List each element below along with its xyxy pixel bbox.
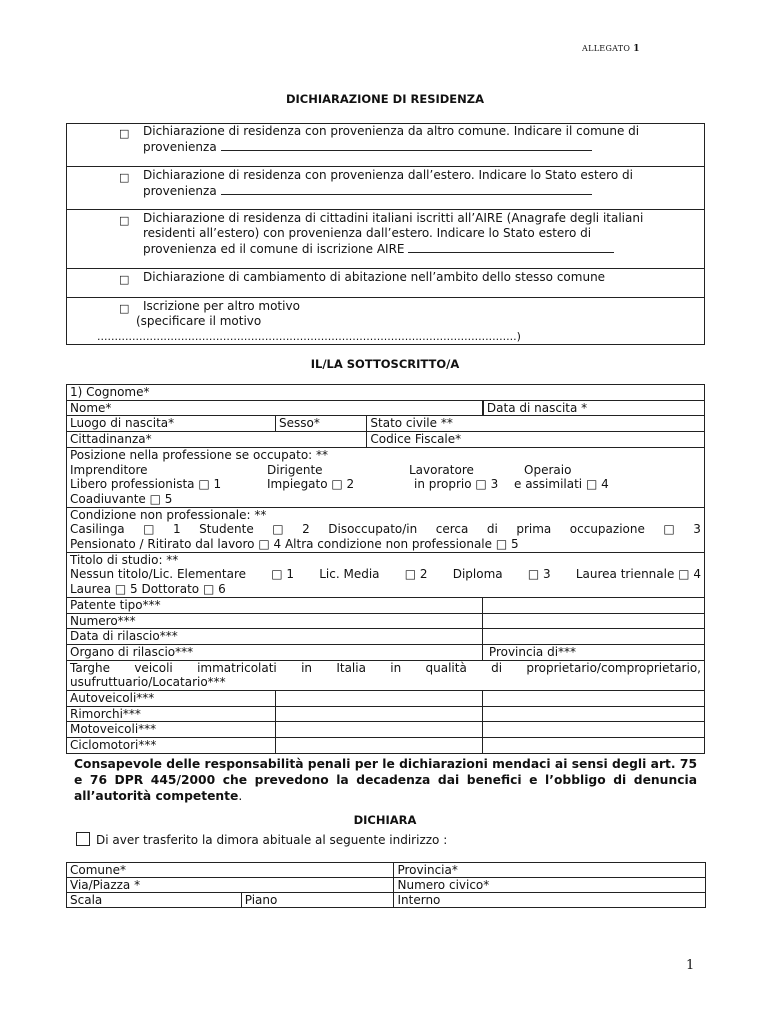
declaration-options [66,123,705,345]
posizione-professione: Posizione nella professione se occupato: ** Imprenditore Libero professionista □ 1 Dirigente Impiegato □ 2 Lavoratore in proprio □ 3 Operaio e assimilati □ 4 Coadiuvante □ 5 [67,447,705,507]
stato-civile-field[interactable]: Stato civile ** [367,416,705,432]
provincia-field[interactable]: Provincia* [394,863,706,878]
titolo-word-3: □ 2 [404,567,428,582]
libero-professionista-option[interactable]: Libero professionista □ 1 [70,477,222,492]
checkbox-icon[interactable]: □ [119,302,130,315]
autoveicoli-value-1[interactable] [275,691,482,707]
coadiuvante-option[interactable]: Coadiuvante □ 5 [70,491,173,506]
titolo-word-1: □ 1 [271,567,295,582]
condizione-word-3: Studente [199,522,254,537]
section-sottoscritto: IL/LA SOTTOSCRITTO/A [310,357,460,371]
titolo-word-2: Lic. Media [319,567,380,582]
option-altro-comune[interactable]: □ Dichiarazione di residenza con provenienza da altro comune. Indicare il comune di provenienza [119,124,640,154]
condizione-word-9: prima [516,522,552,537]
targhe-word-6: qualità [425,660,467,675]
targhe-word-8: proprietario/comproprietario, [526,660,701,675]
rimorchi-value-1[interactable] [275,706,482,722]
condizione-word-10: occupazione [569,522,645,537]
pensionato-option[interactable]: Pensionato / Ritirato dal lavoro □ 4 Altra condizione non professionale □ 5 [70,537,519,552]
option-aire[interactable]: □ Dichiarazione di residenza di cittadini italiani iscritti all’AIRE (Anagrafe degli italiani residenti all’estero) con provenienza dall’estero. Indicare lo Stato estero di provenienza ed il comune di iscrizione AIRE [119,211,644,256]
in-proprio-option[interactable]: in proprio □ 3 [414,477,499,492]
altro-motivo-field[interactable]: ........................................................................................................................) [97,330,521,343]
patente-tipo-field[interactable]: Patente tipo*** [67,597,483,613]
targhe-word-3: in [301,660,313,675]
condizione-word-0: Casilinga [70,522,125,537]
assimilati-option[interactable]: e assimilati □ 4 [514,477,609,492]
page-number: 1 [686,958,695,973]
titolo-studio: Titolo di studio: ** Nessun titolo/Lic. Elementare □ 1 Lic. Media □ 2 Diploma □ 3 Laurea triennale □ 4 Laurea □ 5 Dottorato □ 6 [67,552,705,597]
scala-field[interactable]: Scala [67,893,242,908]
cognome-field[interactable]: 1) Cognome* [67,385,705,401]
checkbox-icon[interactable] [76,832,90,846]
titolo-word-0: Nessun titolo/Lic. Elementare [70,567,247,582]
via-piazza-field[interactable]: Via/Piazza * [67,878,394,893]
sesso-field[interactable]: Sesso* [275,416,366,432]
motoveicoli-field[interactable]: Motoveicoli*** [67,722,276,738]
allegato-number: 1 [633,44,640,54]
titolo-word-6: Laurea triennale □ 4 [575,567,701,582]
checkbox-icon[interactable]: □ [119,273,130,286]
targhe-word-7: di [491,660,503,675]
interno-field[interactable]: Interno [394,893,706,908]
rimorchi-value-2[interactable] [482,706,704,722]
allegato-label: ALLEGATO 1 [582,44,640,54]
autoveicoli-field[interactable]: Autoveicoli*** [67,691,276,707]
checkbox-icon[interactable]: □ [119,171,130,184]
targhe-word-0: Targhe [70,660,111,675]
motoveicoli-value-1[interactable] [275,722,482,738]
warning-paragraph: Consapevole delle responsabilità penali per le dichiarazioni mendaci ai sensi degli art. 75 e 76 DPR 445/2000 che prevedono la decadenza dai benefici e l’obbligo di denuncia all’autorità competente. [74,757,697,803]
targhe-word-5: in [390,660,402,675]
page-title: DICHIARAZIONE DI RESIDENZA [285,92,485,106]
impiegato-option[interactable]: Impiegato □ 2 [267,477,355,492]
titolo-options[interactable] [70,567,701,582]
piano-field[interactable]: Piano [241,893,394,908]
cittadinanza-field[interactable]: Cittadinanza* [67,432,367,448]
checkbox-icon[interactable]: □ [119,214,130,227]
titolo-word-5: □ 3 [527,567,551,582]
condizione-options[interactable] [70,522,701,537]
option-cambio-abitazione[interactable]: □ Dichiarazione di cambiamento di abitazione nell’ambito dello stesso comune [119,270,606,286]
condizione-word-12: 3 [693,522,701,537]
targhe-word-2: immatricolati [197,660,277,675]
numero-civico-field[interactable]: Numero civico* [394,878,706,893]
ciclomotori-field[interactable]: Ciclomotori*** [67,738,276,754]
titolo-word-4: Diploma [452,567,503,582]
comune-provenienza-field[interactable] [221,139,592,151]
option-altro-motivo[interactable]: □ Iscrizione per altro motivo (specificare il motivo ........................................................................................................................) [67,298,704,344]
autoveicoli-value-2[interactable] [482,691,704,707]
nome-field[interactable]: Nome* [67,400,483,416]
numero-field[interactable]: Numero*** [67,613,483,629]
condizione-word-5: 2 [302,522,310,537]
provincia-rilascio-field[interactable]: Provincia di*** [482,644,704,660]
targhe-word-1: veicoli [134,660,173,675]
comune-aire-field[interactable] [408,241,614,253]
patente-tipo-value[interactable] [482,597,704,613]
condizione-word-2: 1 [172,522,181,537]
targhe-word-4: Italia [336,660,366,675]
targhe-veicoli: Targhe veicoli immatricolati in Italia in qualità di proprietario/comproprietario, usufruttuario/Locatario*** [67,660,705,690]
data-rilascio-value[interactable] [482,629,704,645]
condizione-word-7: cerca [435,522,469,537]
organo-rilascio-field[interactable]: Organo di rilascio*** [67,644,483,660]
checkbox-icon[interactable]: □ [119,127,130,140]
option-estero[interactable]: □ Dichiarazione di residenza con provenienza dall’estero. Indicare lo Stato estero di provenienza [119,168,633,198]
condizione-word-8: di [486,522,498,537]
ciclomotori-value-2[interactable] [482,738,704,754]
address-table [66,862,706,908]
codice-fiscale-field[interactable]: Codice Fiscale* [367,432,705,448]
condizione-non-professionale: Condizione non professionale: ** Casilinga □ 1 Studente □ 2 Disoccupato/in cerca di prima occupazione □ 3 Pensionato / Ritirato dal lavoro □ 4 Altra condizione non professionale □ 5 [67,507,705,552]
condizione-word-11: □ [663,522,675,537]
luogo-nascita-field[interactable]: Luogo di nascita* [67,416,276,432]
data-rilascio-field[interactable]: Data di rilascio*** [67,629,483,645]
condizione-word-4: □ [272,522,284,537]
comune-field[interactable]: Comune* [67,863,394,878]
ciclomotori-value-1[interactable] [275,738,482,754]
laurea-option[interactable]: Laurea □ 5 Dottorato □ 6 [70,582,226,597]
numero-value[interactable] [482,613,704,629]
personal-data-table [66,384,705,754]
section-dichiara: DICHIARA [353,813,417,827]
condizione-word-1: □ [143,522,155,537]
motoveicoli-value-2[interactable] [482,722,704,738]
data-nascita-field[interactable]: Data di nascita * [482,400,704,416]
condizione-word-6: Disoccupato/in [328,522,418,537]
stato-estero-field[interactable] [221,183,592,195]
rimorchi-field[interactable]: Rimorchi*** [67,706,276,722]
dimora-option[interactable]: Di aver trasferito la dimora abituale al seguente indirizzo : [76,832,447,847]
